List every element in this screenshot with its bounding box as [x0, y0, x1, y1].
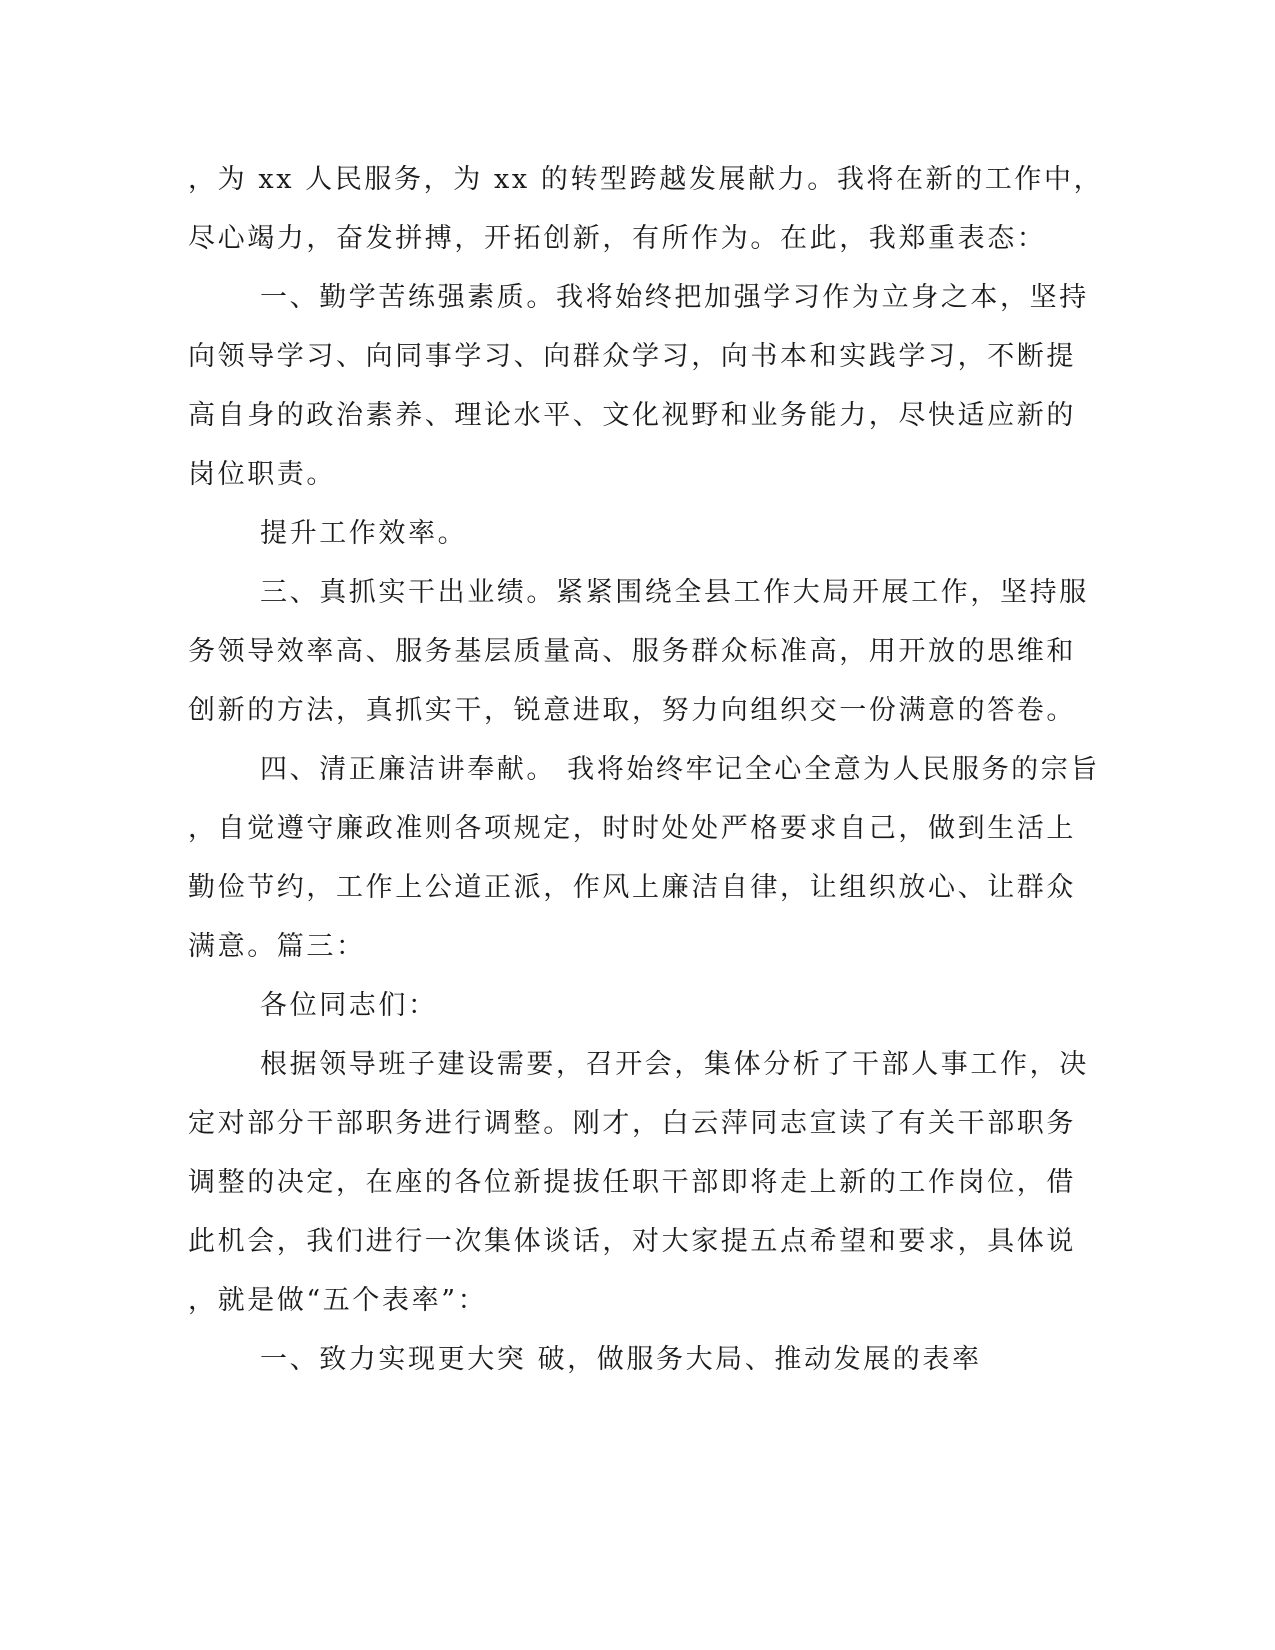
text-line: 尽心竭力，奋发拼搏，开拓创新，有所作为。在此，我郑重表态： — [188, 223, 1047, 254]
text-line: 创新的方法，真抓实干，锐意进取，努力向组织交一份满意的答卷。 — [188, 695, 1076, 726]
text-line: 岗位职责。 — [188, 459, 336, 490]
text-line: 向领导学习、向同事学习、向群众学习，向书本和实践学习，不断提 — [188, 341, 1076, 372]
paragraph-line: 提升工作效率。 — [260, 518, 468, 549]
paragraph-line: 一、勤学苦练强素质。我将始终把加强学习作为立身之本，坚持 — [260, 282, 1089, 313]
paragraph-line: 三、真抓实干出业绩。紧紧围绕全县工作大局开展工作，坚持服 — [260, 577, 1089, 608]
paragraph-line: 四、清正廉洁讲奉献。 我将始终牢记全心全意为人民服务的宗旨 — [260, 754, 1100, 785]
text-line: 高自身的政治素养、理论水平、文化视野和业务能力，尽快适应新的 — [188, 400, 1076, 431]
text-line: 勤俭节约，工作上公道正派，作风上廉洁自律，让组织放心、让群众 — [188, 872, 1076, 903]
paragraph-line: 根据领导班子建设需要，召开会，集体分析了干部人事工作，决 — [260, 1049, 1089, 1080]
text-line: 务领导效率高、服务基层质量高、服务群众标准高，用开放的思维和 — [188, 636, 1076, 667]
text-line: ，为 xx 人民服务，为 xx 的转型跨越发展献力。我将在新的工作中， — [188, 164, 1104, 195]
text-line: 调整的决定，在座的各位新提拔任职干部即将走上新的工作岗位，借 — [188, 1167, 1076, 1198]
text-line: 此机会，我们进行一次集体谈话，对大家提五点希望和要求，具体说 — [188, 1226, 1076, 1257]
text-line: 定对部分干部职务进行调整。刚才，白云萍同志宣读了有关干部职务 — [188, 1108, 1076, 1139]
section-heading: 一、致力实现更大突 破，做服务大局、推动发展的表率 — [260, 1344, 982, 1375]
salutation-line: 各位同志们： — [260, 990, 438, 1021]
text-line: ，自觉遵守廉政准则各项规定，时时处处严格要求自己，做到生活上 — [188, 813, 1076, 844]
text-line: 满意。篇三： — [188, 931, 366, 962]
text-line: ，就是做“五个表率”： — [188, 1285, 488, 1316]
